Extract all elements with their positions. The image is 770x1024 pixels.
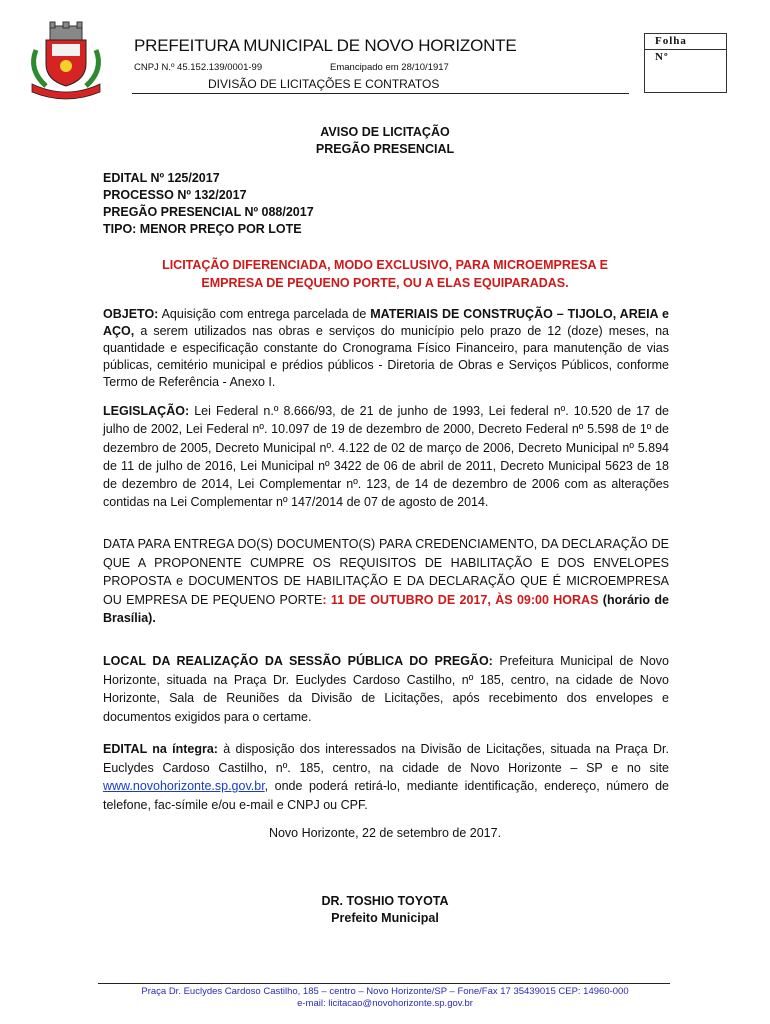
edital-integra-text1: à disposição dos interessados na Divisão de Licitações, situada na Praça Dr. Euclydes Cardoso Castilho, nº. 185, centro, na cidade de Novo Horizonte – SP e no site [103,742,669,775]
local-text: Prefeitura Municipal de Novo Horizonte, situada na Praça Dr. Euclydes Cardoso Castilho, nº 185, centro, na cidade de Novo Horizonte, Sala de Reuniões da Divisão de Licitações, após recebimento dos envelopes e documentos exigidos para o certame. [103,654,669,724]
objeto-paragraph [103,306,669,391]
legislacao-text: Lei Federal n.º 8.666/93, de 21 de junho de 1993, Lei federal nº. 10.520 de 17 de julho de 2002, Lei Federal nº. 10.097 de 19 de dezembro de 2000, Decreto Federal nº 5.598 de 1º de dezembro de 2005, Decreto Municipal nº. 4.122 de 02 de março de 2006, Decreto Municipal nº 5.894 de 11 de julho de 2016, Lei Municipal nº 3422 de 06 de abril de 2011, Decreto Municipal 5623 de 18 de dezembro de 2014, Lei Complementar nº. 123, de 14 de dezembro de 2006 com as alterações contidas na Lei Complementar nº 147/2014 de 07 de agosto de 2014. [103,404,669,510]
edital-number: EDITAL Nº 125/2017 [103,171,220,185]
header-divider [132,93,629,94]
objeto-label: OBJETO: [103,307,159,321]
notice-title-line1: AVISO DE LICITAÇÃO [320,125,450,139]
delivery-date-paragraph [103,535,669,628]
division-name: DIVISÃO DE LICITAÇÕES E CONTRATOS [208,77,440,91]
edital-integra-text2: , onde poderá retirá-lo, mediante identificação, endereço, número de telefone, fac-símile e/ou e-mail e CNPJ ou CPF. [103,779,669,812]
footer-divider [98,983,670,984]
delivery-date: : 11 DE OUTUBRO DE 2017, ÀS 09:00 HORAS [322,592,599,607]
pregao-number: PREGÃO PRESENCIAL Nº 088/2017 [103,205,314,219]
exclusive-notice-line2: EMPRESA DE PEQUENO PORTE, OU A ELAS EQUIPARADAS. [201,276,569,290]
edital-integra-label: EDITAL na íntegra: [103,742,218,756]
date-line: Novo Horizonte, 22 de setembro de 2017. [268,826,502,840]
legislacao-paragraph [103,402,669,512]
footer-email: e-mail: licitacao@novohorizonte.sp.gov.br [297,998,473,1009]
website-link[interactable]: www.novohorizonte.sp.gov.br [103,779,265,793]
notice-title-line2: PREGÃO PRESENCIAL [315,142,455,156]
municipal-crest-logo [22,20,110,100]
exclusive-notice-line1: LICITAÇÃO DIFERENCIADA, MODO EXCLUSIVO, PARA MICROEMPRESA E [162,258,608,272]
objeto-materials: MATERIAIS DE CONSTRUÇÃO – TIJOLO, AREIA e AÇO, [103,307,669,338]
page-number-box [644,33,727,93]
footer-address: Praça Dr. Euclydes Cardoso Castilho, 185 – centro – Novo Horizonte/SP – Fone/Fax 17 35439015 CEP: 14960-000 [141,986,629,997]
notice-title [0,124,770,158]
exclusive-notice [0,256,770,292]
legislacao-label: LEGISLAÇÃO: [103,404,190,418]
delivery-timezone: (horário de Brasília). [103,592,669,625]
cnpj-number: CNPJ N.º 45.152.139/0001-99 [134,62,263,73]
edital-integra-paragraph [103,740,669,814]
signatory-role: Prefeito Municipal [331,911,439,925]
folha-label: Folha [645,34,726,50]
municipality-title: PREFEITURA MUNICIPAL DE NOVO HORIZONTE [134,36,517,55]
processo-number: PROCESSO Nº 132/2017 [103,188,247,202]
delivery-text: DATA PARA ENTREGA DO(S) DOCUMENTO(S) PARA CREDENCIAMENTO, DA DECLARAÇÃO DE QUE A PROPONENTE CUMPRE OS REQUISITOS DE HABILITAÇÃO E DOS ENVELOPES PROPOSTA e DOCUMENTOS DE HABILITAÇÃO E DA DECLARAÇÃO QUE É MICROEMPRESA OU EMPRESA DE PEQUENO PORTE [103,537,669,607]
numero-label: Nº [655,51,669,63]
signatory-name: DR. TOSHIO TOYOTA [321,894,449,908]
objeto-text1: Aquisição com entrega parcelada de [158,307,371,321]
local-label: LOCAL DA REALIZAÇÃO DA SESSÃO PÚBLICA DO PREGÃO: [103,654,493,668]
emancipation-date: Emancipado em 28/10/1917 [330,62,449,73]
objeto-text2: a serem utilizados nas obras e serviços do município pelo prazo de 12 (doze) meses, na quantidade e especificação constante do Cronograma Físico Financeiro, para manutenção de vias públicas, cemitério municipal e prédios públicos - Diretoria de Obras e Serviços Públicos, conforme Termo de Referência - Anexo I. [103,324,669,389]
signature-block [0,893,770,927]
tipo-line: TIPO: MENOR PREÇO POR LOTE [103,222,302,236]
reference-block [103,170,669,238]
local-paragraph [103,652,669,726]
